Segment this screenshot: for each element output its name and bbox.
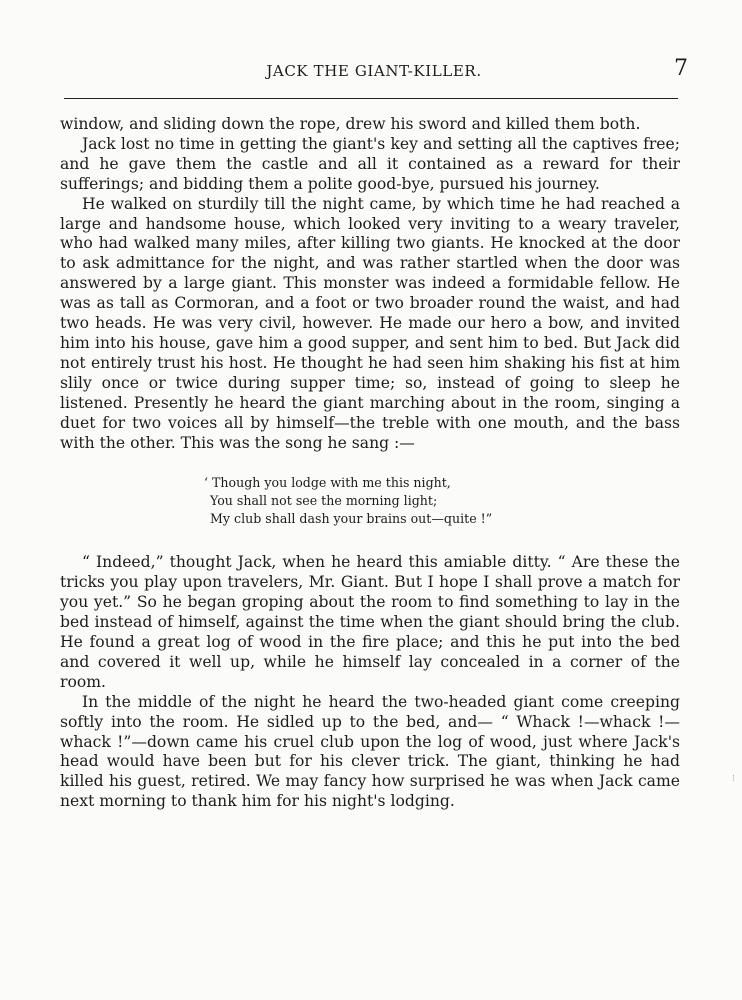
verse-line: ‘ Though you lodge with me this night, — [204, 475, 451, 491]
header-rule — [64, 98, 678, 99]
paragraph-jack-frees-captives: Jack lost no time in getting the giant's key and setting all the captives free; and he gave them the castle and all it contained as a reward for their sufferings; and bidding them a polite good-bye, pursued his journey. — [60, 134, 680, 193]
paragraph-giant-attacks: In the middle of the night he heard the two-headed giant come creeping softly into the room. He sidled up to the bed, and— “ Whack !—whack !—whack !”—down came his cruel club upon the log of wood, just where Jack's head would have been but for his clever trick. The giant, thinking he had killed his guest, retired. We may fancy how surprised he was when Jack came next morning to thank him for his night's lodging. — [60, 692, 680, 811]
paragraph-two-headed-giant: He walked on sturdily till the night came, by which time he had reached a large and handsome house, which looked very inviting to a weary traveler, who had walked many miles, after killing two giants. He knocked at the door to ask admittance for the night, and was rather startled when the door was answered by a large giant. This monster was indeed a formidable fellow. He was as tall as Cormoran, and a foot or two broader round the waist, and had two heads. He was very civil, however. He made our hero a bow, and invited him into his house, gave him a good supper, and sent him to bed. But Jack did not entirely trust his host. He thought he had seen him shaking his fist at him slily once or twice during supper time; so, instead of going to sleep he listened. Presently he heard the giant marching about in the room, singing a duet for two voices all by himself—the treble with one mouth, and the bass with the other. This was the song he sang :— — [60, 194, 680, 452]
margin-speck: ⁝ — [732, 774, 735, 784]
paragraph-jack-plans: “ Indeed,” thought Jack, when he heard this amiable ditty. “ Are these the tricks you play upon travelers, Mr. Giant. But I hope I shall prove a match for you yet.” So he began groping about the room to find something to lay in the bed instead of himself, against the time when the giant should bring the club. He found a great log of wood in the fire place; and this he put into the bed and covered it well up, while he himself lay concealed in a corner of the room. — [60, 553, 680, 691]
running-title: JACK THE GIANT-KILLER. — [266, 62, 482, 80]
verse-line: My club shall dash your brains out—quite !” — [210, 511, 493, 527]
page-number: 7 — [674, 56, 688, 81]
verse-line: You shall not see the morning light; — [210, 493, 438, 509]
body-text — [60, 115, 680, 812]
running-head — [60, 58, 688, 84]
paragraph-continuation: window, and sliding down the rope, drew his sword and killed them both. — [60, 115, 641, 133]
giant-song-verse — [60, 474, 680, 528]
